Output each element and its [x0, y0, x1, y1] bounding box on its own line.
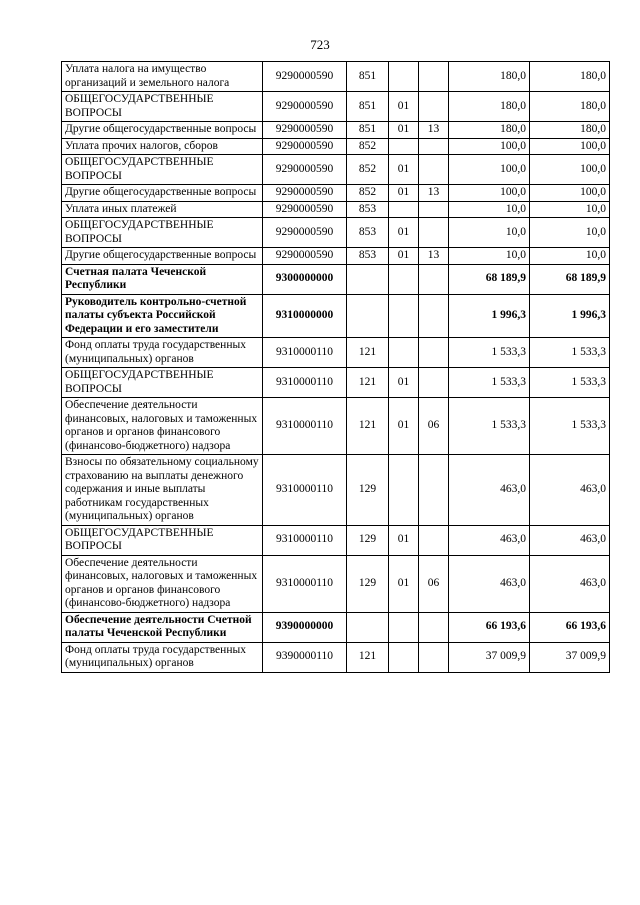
row-section-cell	[389, 338, 419, 368]
row-name-cell: Уплата налога на имущество организаций и земельного налога	[62, 62, 263, 92]
row-section-cell: 01	[389, 368, 419, 398]
table-row	[62, 248, 610, 265]
table-row	[62, 201, 610, 218]
row-section-cell	[389, 294, 419, 338]
row-section-cell: 01	[389, 555, 419, 612]
table-row	[62, 264, 610, 294]
row-section-cell: 01	[389, 155, 419, 185]
row-sum-year1-cell: 1 533,3	[449, 368, 530, 398]
row-expense-type-cell: 852	[347, 138, 389, 155]
row-code-cell: 9390000110	[263, 642, 347, 672]
row-name-cell: ОБЩЕГОСУДАРСТВЕННЫЕ ВОПРОСЫ	[62, 155, 263, 185]
row-expense-type-cell: 852	[347, 185, 389, 202]
row-name-cell: Уплата иных платежей	[62, 201, 263, 218]
row-sum-year2-cell: 66 193,6	[530, 612, 610, 642]
row-subsection-cell	[419, 218, 449, 248]
row-sum-year1-cell: 463,0	[449, 525, 530, 555]
row-name-cell: Другие общегосударственные вопросы	[62, 248, 263, 265]
row-code-cell: 9310000110	[263, 338, 347, 368]
table-row	[62, 138, 610, 155]
table-row	[62, 612, 610, 642]
row-sum-year1-cell: 100,0	[449, 138, 530, 155]
row-section-cell	[389, 264, 419, 294]
row-subsection-cell	[419, 294, 449, 338]
row-code-cell: 9300000000	[263, 264, 347, 294]
row-sum-year1-cell: 66 193,6	[449, 612, 530, 642]
table-row	[62, 368, 610, 398]
row-section-cell	[389, 138, 419, 155]
row-subsection-cell	[419, 62, 449, 92]
row-section-cell: 01	[389, 122, 419, 139]
row-sum-year1-cell: 100,0	[449, 155, 530, 185]
row-sum-year1-cell: 463,0	[449, 455, 530, 526]
row-sum-year2-cell: 1 533,3	[530, 368, 610, 398]
row-sum-year2-cell: 180,0	[530, 62, 610, 92]
row-sum-year2-cell: 463,0	[530, 525, 610, 555]
row-subsection-cell	[419, 264, 449, 294]
row-name-cell: Счетная палата Чеченской Республики	[62, 264, 263, 294]
row-code-cell: 9290000590	[263, 122, 347, 139]
row-section-cell: 01	[389, 398, 419, 455]
row-section-cell: 01	[389, 92, 419, 122]
row-name-cell: ОБЩЕГОСУДАРСТВЕННЫЕ ВОПРОСЫ	[62, 525, 263, 555]
row-code-cell: 9290000590	[263, 138, 347, 155]
row-code-cell: 9310000000	[263, 294, 347, 338]
row-expense-type-cell: 853	[347, 201, 389, 218]
row-sum-year2-cell: 10,0	[530, 248, 610, 265]
row-sum-year1-cell: 180,0	[449, 92, 530, 122]
row-subsection-cell	[419, 612, 449, 642]
row-sum-year1-cell: 37 009,9	[449, 642, 530, 672]
table-row	[62, 398, 610, 455]
row-sum-year1-cell: 1 533,3	[449, 338, 530, 368]
row-name-cell: Обеспечение деятельности финансовых, налоговых и таможенных органов и органов финансового (финансово-бюджетного) надзора	[62, 398, 263, 455]
table-row	[62, 122, 610, 139]
table-row	[62, 92, 610, 122]
row-sum-year2-cell: 100,0	[530, 155, 610, 185]
row-sum-year2-cell: 1 996,3	[530, 294, 610, 338]
row-name-cell: Фонд оплаты труда государственных (муниципальных) органов	[62, 642, 263, 672]
row-expense-type-cell	[347, 294, 389, 338]
row-section-cell	[389, 62, 419, 92]
row-subsection-cell: 13	[419, 248, 449, 265]
table-row	[62, 218, 610, 248]
row-sum-year1-cell: 10,0	[449, 201, 530, 218]
row-section-cell	[389, 642, 419, 672]
row-name-cell: Уплата прочих налогов, сборов	[62, 138, 263, 155]
row-section-cell	[389, 455, 419, 526]
row-subsection-cell	[419, 155, 449, 185]
row-code-cell: 9310000110	[263, 525, 347, 555]
row-sum-year1-cell: 180,0	[449, 122, 530, 139]
row-sum-year1-cell: 100,0	[449, 185, 530, 202]
row-code-cell: 9290000590	[263, 248, 347, 265]
row-code-cell: 9290000590	[263, 92, 347, 122]
row-expense-type-cell: 129	[347, 555, 389, 612]
row-subsection-cell	[419, 138, 449, 155]
row-code-cell: 9310000110	[263, 368, 347, 398]
row-expense-type-cell: 853	[347, 218, 389, 248]
row-sum-year2-cell: 100,0	[530, 185, 610, 202]
row-subsection-cell	[419, 642, 449, 672]
row-sum-year2-cell: 463,0	[530, 555, 610, 612]
row-expense-type-cell: 129	[347, 455, 389, 526]
page-number: 723	[310, 37, 330, 52]
table-row	[62, 555, 610, 612]
row-section-cell: 01	[389, 185, 419, 202]
table-row	[62, 455, 610, 526]
row-sum-year2-cell: 100,0	[530, 138, 610, 155]
row-expense-type-cell: 121	[347, 398, 389, 455]
row-expense-type-cell: 852	[347, 155, 389, 185]
row-sum-year2-cell: 10,0	[530, 201, 610, 218]
row-expense-type-cell: 129	[347, 525, 389, 555]
row-subsection-cell	[419, 455, 449, 526]
table-row	[62, 642, 610, 672]
row-code-cell: 9290000590	[263, 185, 347, 202]
row-code-cell: 9310000110	[263, 555, 347, 612]
row-name-cell: ОБЩЕГОСУДАРСТВЕННЫЕ ВОПРОСЫ	[62, 92, 263, 122]
row-section-cell	[389, 201, 419, 218]
row-sum-year1-cell: 463,0	[449, 555, 530, 612]
row-sum-year1-cell: 10,0	[449, 218, 530, 248]
row-expense-type-cell	[347, 612, 389, 642]
row-subsection-cell: 13	[419, 185, 449, 202]
row-code-cell: 9290000590	[263, 201, 347, 218]
row-subsection-cell	[419, 92, 449, 122]
budget-table	[61, 61, 610, 673]
row-sum-year1-cell: 1 996,3	[449, 294, 530, 338]
row-expense-type-cell: 853	[347, 248, 389, 265]
row-name-cell: Обеспечение деятельности Счетной палаты Чеченской Республики	[62, 612, 263, 642]
row-sum-year1-cell: 68 189,9	[449, 264, 530, 294]
row-code-cell: 9310000110	[263, 455, 347, 526]
row-section-cell: 01	[389, 248, 419, 265]
table-row	[62, 338, 610, 368]
row-expense-type-cell: 851	[347, 92, 389, 122]
row-sum-year2-cell: 180,0	[530, 122, 610, 139]
row-name-cell: Фонд оплаты труда государственных (муниципальных) органов	[62, 338, 263, 368]
row-subsection-cell	[419, 201, 449, 218]
row-sum-year2-cell: 1 533,3	[530, 398, 610, 455]
row-subsection-cell: 13	[419, 122, 449, 139]
row-expense-type-cell: 851	[347, 62, 389, 92]
row-expense-type-cell	[347, 264, 389, 294]
row-sum-year2-cell: 180,0	[530, 92, 610, 122]
row-section-cell	[389, 612, 419, 642]
row-expense-type-cell: 121	[347, 642, 389, 672]
row-expense-type-cell: 851	[347, 122, 389, 139]
row-name-cell: Взносы по обязательному социальному страхованию на выплаты денежного содержания и иные выплаты работникам государственных (муниципальных) органов	[62, 455, 263, 526]
table-row	[62, 525, 610, 555]
row-subsection-cell	[419, 368, 449, 398]
table-row	[62, 155, 610, 185]
row-subsection-cell	[419, 525, 449, 555]
row-sum-year1-cell: 1 533,3	[449, 398, 530, 455]
row-sum-year2-cell: 1 533,3	[530, 338, 610, 368]
row-name-cell: ОБЩЕГОСУДАРСТВЕННЫЕ ВОПРОСЫ	[62, 368, 263, 398]
row-name-cell: Обеспечение деятельности финансовых, налоговых и таможенных органов и органов финансового (финансово-бюджетного) надзора	[62, 555, 263, 612]
row-sum-year2-cell: 68 189,9	[530, 264, 610, 294]
row-expense-type-cell: 121	[347, 368, 389, 398]
row-section-cell: 01	[389, 525, 419, 555]
table-row	[62, 62, 610, 92]
row-sum-year1-cell: 180,0	[449, 62, 530, 92]
row-code-cell: 9310000110	[263, 398, 347, 455]
row-subsection-cell	[419, 338, 449, 368]
row-code-cell: 9290000590	[263, 62, 347, 92]
row-section-cell: 01	[389, 218, 419, 248]
row-name-cell: ОБЩЕГОСУДАРСТВЕННЫЕ ВОПРОСЫ	[62, 218, 263, 248]
row-code-cell: 9290000590	[263, 155, 347, 185]
row-sum-year2-cell: 10,0	[530, 218, 610, 248]
row-name-cell: Руководитель контрольно-счетной палаты субъекта Российской Федерации и его заместители	[62, 294, 263, 338]
row-subsection-cell: 06	[419, 398, 449, 455]
row-code-cell: 9390000000	[263, 612, 347, 642]
row-sum-year2-cell: 463,0	[530, 455, 610, 526]
row-sum-year1-cell: 10,0	[449, 248, 530, 265]
row-name-cell: Другие общегосударственные вопросы	[62, 122, 263, 139]
row-expense-type-cell: 121	[347, 338, 389, 368]
row-subsection-cell: 06	[419, 555, 449, 612]
row-name-cell: Другие общегосударственные вопросы	[62, 185, 263, 202]
table-row	[62, 185, 610, 202]
row-code-cell: 9290000590	[263, 218, 347, 248]
table-body	[62, 62, 610, 673]
table-row	[62, 294, 610, 338]
row-sum-year2-cell: 37 009,9	[530, 642, 610, 672]
